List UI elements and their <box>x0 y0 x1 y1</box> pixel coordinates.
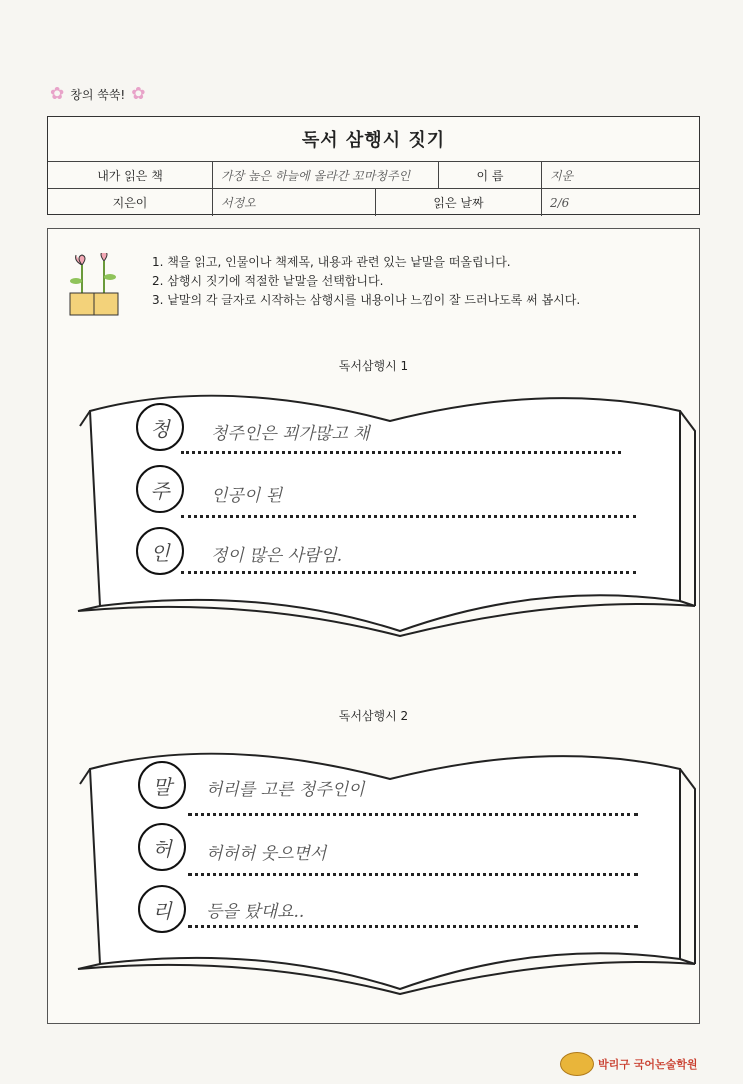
date-value: 2/6 <box>550 195 570 210</box>
dotted-line <box>188 873 638 876</box>
worksheet-title: 독서 삼행시 짓기 <box>48 117 699 162</box>
dotted-line <box>181 451 621 454</box>
page-section-label <box>50 86 146 103</box>
dotted-line <box>181 571 636 574</box>
book-info-table <box>47 116 700 215</box>
name-label: 이 름 <box>439 162 542 188</box>
acrostic-letter-circle: 청 <box>136 403 184 451</box>
poem-line-text: 등을 탔대요.. <box>206 902 305 922</box>
logo-emblem-icon <box>560 1052 594 1076</box>
instruction-item: 1. 책을 읽고, 인물이나 책제목, 내용과 관련 있는 낱말을 떠올립니다. <box>152 255 511 269</box>
flower-icon: ✿ <box>50 84 65 104</box>
acrostic-letter-circle: 인 <box>136 527 184 575</box>
acrostic-letter-circle: 리 <box>138 885 186 933</box>
poem-title: 독서삼행시 2 <box>338 709 409 723</box>
poem-line-text: 정이 많은 사람임. <box>211 546 343 566</box>
author-value: 서정오 <box>213 189 376 216</box>
name-value: 지운 <box>550 168 574 183</box>
dotted-line <box>181 515 636 518</box>
acrostic-letter-circle: 주 <box>136 465 184 513</box>
acrostic-letter-circle: 말 <box>138 761 186 809</box>
date-label: 읽은 날짜 <box>376 189 542 216</box>
poem-line-text: 허리를 고른 청주인이 <box>206 780 365 800</box>
book-value: 가장 높은 하늘에 올라간 꼬마청주인 <box>213 162 439 188</box>
author-label: 지은이 <box>48 189 213 216</box>
poem-title: 독서삼행시 1 <box>338 359 409 373</box>
poem-panel <box>47 228 700 1024</box>
dotted-line <box>188 925 638 928</box>
section-label-text: 창의 쑥쑥! <box>70 88 126 102</box>
instruction-item: 3. 낱말의 각 글자로 시작하는 삼행시를 내용이나 느낌이 잘 드러나도록 써 봅시다. <box>152 293 581 307</box>
info-row-author <box>48 189 699 216</box>
logo-text: 박리구 국어논술학원 <box>598 1058 698 1071</box>
poem-line-text: 청주인은 꾀가많고 채 <box>211 424 370 444</box>
dotted-line <box>188 813 638 816</box>
poem-line-text: 허허허 웃으면서 <box>206 844 327 864</box>
instruction-list <box>152 253 580 310</box>
academy-logo <box>560 1052 697 1076</box>
flower-pot-icon <box>64 253 134 323</box>
flower-icon: ✿ <box>131 84 146 104</box>
book-label: 내가 읽은 책 <box>48 162 213 188</box>
poem-line-text: 인공이 된 <box>211 486 283 506</box>
instruction-item: 2. 삼행시 짓기에 적절한 낱말을 선택합니다. <box>152 274 384 288</box>
info-row-book <box>48 162 699 189</box>
acrostic-letter-circle: 허 <box>138 823 186 871</box>
